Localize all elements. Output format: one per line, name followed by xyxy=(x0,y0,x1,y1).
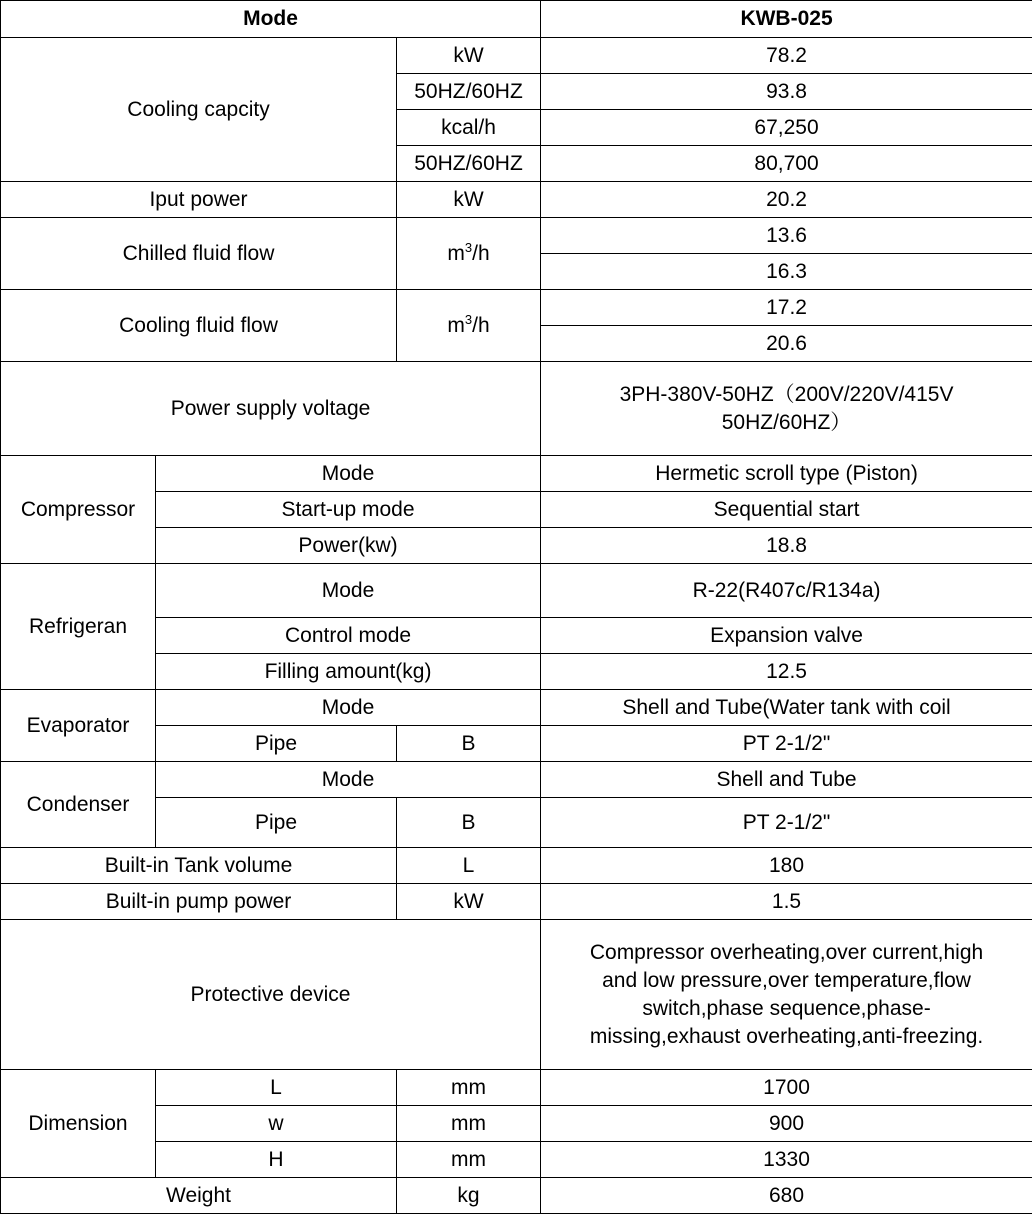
evaporator-pipe-unit: B xyxy=(397,726,541,762)
compressor-label: Compressor xyxy=(1,456,156,564)
tank-volume-label: Built-in Tank volume xyxy=(1,848,397,884)
pump-power-label: Built-in pump power xyxy=(1,884,397,920)
cooling-capacity-value: 80,700 xyxy=(541,146,1032,182)
weight-label: Weight xyxy=(1,1178,397,1214)
table-row xyxy=(1,920,1032,1070)
header-mode: Mode xyxy=(1,1,541,38)
compressor-param: Start-up mode xyxy=(156,492,541,528)
compressor-param: Power(kw) xyxy=(156,528,541,564)
cooling-capacity-label: Cooling capcity xyxy=(1,38,397,182)
compressor-value: Hermetic scroll type (Piston) xyxy=(541,456,1032,492)
pump-power-value: 1.5 xyxy=(541,884,1032,920)
table-row xyxy=(1,762,1032,798)
dimension-param: L xyxy=(156,1070,397,1106)
refrigerant-value: 12.5 xyxy=(541,654,1032,690)
table-row xyxy=(1,690,1032,726)
dimension-value: 1700 xyxy=(541,1070,1032,1106)
pump-power-unit: kW xyxy=(397,884,541,920)
evaporator-mode-label: Mode xyxy=(156,690,541,726)
dimension-unit: mm xyxy=(397,1070,541,1106)
table-row xyxy=(1,726,1032,762)
power-supply-line: 3PH-380V-50HZ（200V/220V/415V xyxy=(545,381,1028,409)
cooling-flow-value: 20.6 xyxy=(541,326,1032,362)
header-model: KWB-025 xyxy=(541,1,1032,38)
cooling-flow-value: 17.2 xyxy=(541,290,1032,326)
cooling-capacity-value: 78.2 xyxy=(541,38,1032,74)
refrigerant-param: Mode xyxy=(156,564,541,618)
condenser-label: Condenser xyxy=(1,762,156,848)
tank-volume-value: 180 xyxy=(541,848,1032,884)
condenser-mode-label: Mode xyxy=(156,762,541,798)
power-supply-line: 50HZ/60HZ） xyxy=(545,409,1028,437)
dimension-param: H xyxy=(156,1142,397,1178)
cooling-capacity-unit: 50HZ/60HZ xyxy=(397,74,541,110)
cooling-capacity-unit: kW xyxy=(397,38,541,74)
chilled-flow-value: 16.3 xyxy=(541,254,1032,290)
protective-line: switch,phase sequence,phase- xyxy=(545,995,1028,1023)
dimension-label: Dimension xyxy=(1,1070,156,1178)
unit-base: m xyxy=(447,242,465,265)
compressor-value: Sequential start xyxy=(541,492,1032,528)
dimension-param: w xyxy=(156,1106,397,1142)
dimension-value: 900 xyxy=(541,1106,1032,1142)
table-row xyxy=(1,528,1032,564)
table-row xyxy=(1,182,1032,218)
table-row xyxy=(1,362,1032,456)
cooling-flow-unit xyxy=(397,290,541,362)
protective-line: missing,exhaust overheating,anti-freezing. xyxy=(545,1023,1028,1051)
table-row xyxy=(1,456,1032,492)
condenser-mode-value: Shell and Tube xyxy=(541,762,1032,798)
table-row xyxy=(1,654,1032,690)
cooling-capacity-value: 67,250 xyxy=(541,110,1032,146)
input-power-value: 20.2 xyxy=(541,182,1032,218)
table-row xyxy=(1,618,1032,654)
input-power-unit: kW xyxy=(397,182,541,218)
evaporator-label: Evaporator xyxy=(1,690,156,762)
power-supply-label: Power supply voltage xyxy=(1,362,541,456)
refrigerant-value: R-22(R407c/R134a) xyxy=(541,564,1032,618)
power-supply-value xyxy=(541,362,1032,456)
unit-base: m xyxy=(447,314,465,337)
table-row xyxy=(1,848,1032,884)
cooling-capacity-value: 93.8 xyxy=(541,74,1032,110)
table-row xyxy=(1,1070,1032,1106)
protective-value xyxy=(541,920,1032,1070)
table-row xyxy=(1,218,1032,254)
table-row xyxy=(1,290,1032,326)
refrigerant-param: Filling amount(kg) xyxy=(156,654,541,690)
header-row xyxy=(1,1,1032,38)
table-row xyxy=(1,798,1032,848)
evaporator-pipe-value: PT 2-1/2" xyxy=(541,726,1032,762)
unit-tail: /h xyxy=(472,242,490,265)
table-row xyxy=(1,1142,1032,1178)
compressor-value: 18.8 xyxy=(541,528,1032,564)
table-row xyxy=(1,1178,1032,1214)
refrigerant-value: Expansion valve xyxy=(541,618,1032,654)
input-power-label: Iput power xyxy=(1,182,397,218)
weight-value: 680 xyxy=(541,1178,1032,1214)
refrigerant-param: Control mode xyxy=(156,618,541,654)
cooling-flow-label: Cooling fluid flow xyxy=(1,290,397,362)
tank-volume-unit: L xyxy=(397,848,541,884)
compressor-param: Mode xyxy=(156,456,541,492)
cooling-capacity-unit: kcal/h xyxy=(397,110,541,146)
protective-label: Protective device xyxy=(1,920,541,1070)
weight-unit: kg xyxy=(397,1178,541,1214)
cooling-capacity-unit: 50HZ/60HZ xyxy=(397,146,541,182)
protective-line: Compressor overheating,over current,high xyxy=(545,939,1028,967)
condenser-pipe-value: PT 2-1/2" xyxy=(541,798,1032,848)
refrigerant-label: Refrigeran xyxy=(1,564,156,690)
condenser-pipe-unit: B xyxy=(397,798,541,848)
condenser-pipe-label: Pipe xyxy=(156,798,397,848)
unit-exponent: 3 xyxy=(465,240,472,255)
table-row xyxy=(1,492,1032,528)
protective-line: and low pressure,over temperature,flow xyxy=(545,967,1028,995)
dimension-unit: mm xyxy=(397,1106,541,1142)
chilled-flow-value: 13.6 xyxy=(541,218,1032,254)
table-row xyxy=(1,38,1032,74)
dimension-value: 1330 xyxy=(541,1142,1032,1178)
table-row xyxy=(1,1106,1032,1142)
table-row xyxy=(1,884,1032,920)
dimension-unit: mm xyxy=(397,1142,541,1178)
table-row xyxy=(1,564,1032,618)
evaporator-mode-value: Shell and Tube(Water tank with coil xyxy=(541,690,1032,726)
chilled-flow-label: Chilled fluid flow xyxy=(1,218,397,290)
unit-exponent: 3 xyxy=(465,312,472,327)
chilled-flow-unit xyxy=(397,218,541,290)
evaporator-pipe-label: Pipe xyxy=(156,726,397,762)
unit-tail: /h xyxy=(472,314,490,337)
